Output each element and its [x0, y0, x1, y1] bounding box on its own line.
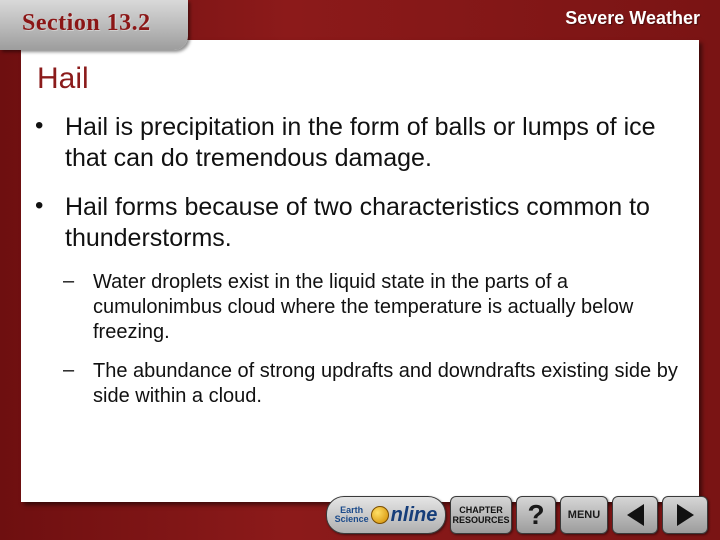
menu-label: MENU: [567, 509, 601, 521]
logo-earth-text: Earth: [340, 505, 364, 515]
bullet-text: Hail is precipitation in the form of balls or lumps of ice that can do tremendous damage.: [65, 113, 656, 172]
chapter-resources-button[interactable]: [450, 496, 512, 534]
help-button[interactable]: [516, 496, 556, 534]
previous-slide-button[interactable]: [612, 496, 658, 534]
next-slide-button[interactable]: [662, 496, 708, 534]
arrow-left-icon: [627, 504, 644, 526]
slide-title: Hail: [37, 62, 89, 95]
sub-bullet-marker: –: [63, 270, 75, 292]
chapter-label: CHAPTER: [459, 505, 503, 515]
sub-bullet-text: Water droplets exist in the liquid state in the parts of a cumulonimbus cloud where the temperature is actually below freezing.: [93, 271, 634, 343]
sub-bullet-marker: –: [63, 359, 75, 381]
bullet-item: [21, 192, 699, 254]
navigation-bar: [326, 492, 716, 536]
help-icon: ?: [527, 499, 545, 530]
sub-bullet-item: [21, 270, 699, 345]
resources-label: RESOURCES: [452, 515, 510, 525]
logo-science-text: Science: [334, 514, 369, 524]
bullet-list: [21, 112, 699, 417]
menu-button[interactable]: [560, 496, 608, 534]
bullet-text: Hail forms because of two characteristics common to thunderstorms.: [65, 193, 650, 252]
arrow-right-icon: [677, 504, 694, 526]
section-tab: [0, 0, 188, 50]
earth-science-logo: [335, 506, 369, 524]
bullet-item: [21, 112, 699, 174]
globe-icon: [371, 506, 389, 524]
section-label: Section 13.2: [22, 10, 151, 36]
earth-science-online-button[interactable]: [326, 496, 446, 534]
bullet-marker: •: [35, 192, 44, 219]
sub-bullet-text: The abundance of strong updrafts and downdrafts existing side by side within a cloud.: [93, 360, 678, 407]
online-label: nline: [390, 503, 438, 526]
sub-bullet-item: [21, 359, 699, 409]
bullet-marker: •: [35, 112, 44, 139]
content-panel: [21, 40, 699, 502]
topic-title: Severe Weather: [565, 8, 700, 28]
